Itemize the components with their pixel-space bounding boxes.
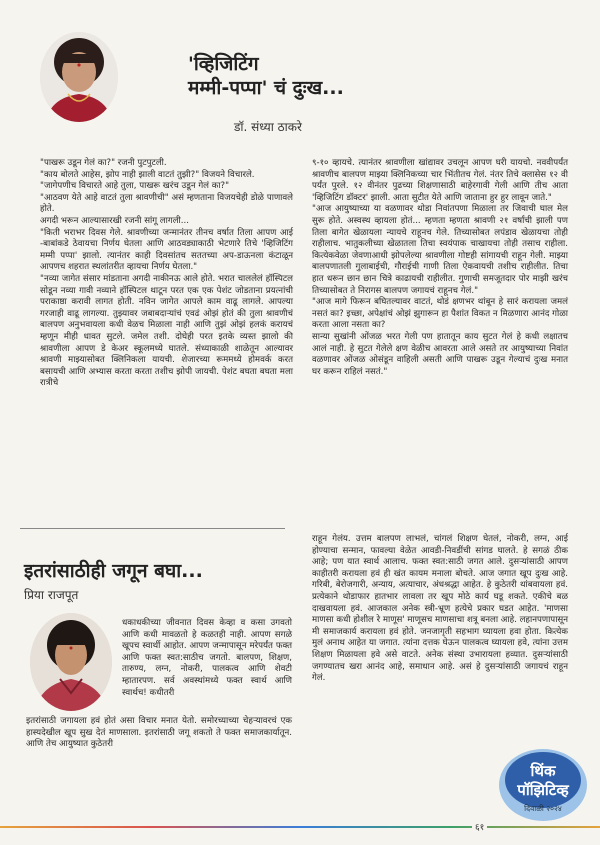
article2-title: इतरांसाठीही जगून बघा... [24,560,203,582]
article1-column1 [40,158,293,390]
article2-text-beside-photo: धकाधकीच्या जीवनात दिवस केव्हा व कसा उगवतो आणि कधी मावळतो हे कळतही नाही. आपण सगळे खूपच स्वार्थी आहोत. आपण जन्मापासून मरेपर्यंत फक्त आणि फक्त स्वत:साठीच जगतो. बालपण, शिक्षण, तारुण्य, लग्न, नोकरी, पालकत्व आणि शेवटी म्हातारपण. सर्व अवस्थांमध्ये फक्त स्वार्थ आणि स्वार्थच! कधीतरी [122,618,292,698]
paragraph: "काय बोलते आहेस, झोप नाही झाली वाटतं तुझी?" विजयने विचारले. [40,169,255,180]
article1-author: डॉ. संध्या ठाकरे [234,120,302,134]
logo-subtitle: दिवाळी २०२४ [524,804,562,813]
article1-title-line2: मम्मी-पप्पा' चं दुःख... [188,77,344,99]
paragraph: "नव्या जागेत संसार मांडताना अगदी नाकीनऊ आले होते. भरात चाललेलं हॉस्पिटल सोडून नव्या गावी नव्याने हॉस्पिटल थाटून परत एक एक पेशंट जोडताना प्रयत्नांची पराकाष्ठा करावी लागत होती. नविन जागेत आपले काम वाढू लागले. आपल्या गरजाही वाढू लागल्या. तुझ्यावर जबाबदाऱ्यांचं एवढं ओझं होतं की तुला श्रावणीचं बालपण अनुभवायला कधी वेळच मिळाला नाही आणि तुझं ओझं हलकं करायचं म्हणून मीही धावत सुटले. जमेल तशी. दोघेही परत इतके व्यस्त झालो की श्रावणीला आपण डे केअर स्कूलमध्ये घातले. संध्याकाळी शाळेतून आल्यावर श्रावणी माझ्यासोबत क्लिनिकला यायची. शेजारच्या रूममध्ये होमवर्क करत बसायची आणि अभ्यास करता करता तशीच झोपी जायची. पेशंट बघता बघता मला रात्रीचे [40,273,293,389]
article1-title-line1: 'व्हिजिटिंग [188,53,259,75]
section-divider [20,528,285,529]
logo-line1: थिंक [530,762,556,780]
paragraph: ९-१० व्हायचे. त्यानंतर श्रावणीला खांद्यावर उचलून आपण घरी यायचो. नववीपर्यंत श्रावणीच बालपण माझ्या क्लिनिकच्या चार भिंतीतच गेलं. नंतर तिचे क्लासेस १२ वी पर्यंत पुरले. १२ वीनंतर पुढच्या शिक्षणासाठी बाहेरगावी गेली आणि तीच आता 'व्हिजिटिंग डॉक्टर' झाली. आता सुटीत येते आणि जाताना हुर हुर लावून जाते." [312,158,568,203]
paragraph: "पाखरू उडून गेलं का?" रजनी पुटपुटली. [40,158,167,168]
article2-author: प्रिया राजपूत [24,588,79,602]
paragraph: "आज मागे फिरून बघितल्यावर वाटतं, थोडं क्षणभर थांबून हे सारं करायला जमलं नसतं का? इच्छा, अपेक्षांचं ओझं झुगारून हा पैशांत विकत न मिळणारा आनंद गोळा करता आला नसता का? [312,297,568,331]
logo-line2: पॉझिटिव्ह [517,781,569,799]
paragraph: "आज आयुष्याच्या या वळणावर थोडा निवांतपणा मिळाला तर जिवाची घाल मेल सुरू होते. अस्वस्थ व्हायला होतं... म्हणता म्हणता श्रावणी २१ वर्षांची झाली पण तिला बागेत खेळायला न्यायचे राहूनच गेले. तिच्यासोबत लपंडाव खेळायचा तोही राहीलाच. भातुकलीच्या खेळातला तिचा स्वयंपाक चाखायचा तोही तसाच राहीला. कित्येकवेळा जेवणाआधी झोपलेल्या श्रावणीला गोष्टही सांगायची राहून गेली. माझ्या बालपणातली गुलाबाईची, गौराईची गाणी तिला ऐकवायची तशीच राहीलीत. तिचा हात धरून छान छान चित्रे काढायची राहीलीत. गुणाची समजूतदार पोर माझी खरंच तिच्यासोबत ते निरागस बालपण जगायचं राहूनच गेलं." [312,204,568,296]
article1-column2 [312,158,568,378]
article1-title [188,52,344,100]
article2-text-below-photo: इतरांसाठी जगायला हवं होतं असा विचार मनात येतो. समोरच्याच्या चेहऱ्यावरचं एक हास्यदेखील खूप सुख देतं माणसाला. इतरांसाठी जगू शकतो ते फक्त समाजकार्यातून. आणि तेच आयुष्यात कुठेतरी [26,716,292,750]
article2-column2: राहून गेलंय. उत्तम बालपण लाभलं, चांगलं शिक्षण घेतलं, नोकरी, लग्न, आई होण्याचा सन्मान, फावल्या वेळेत आवडी-निवडींची सांगड घालते. हे सगळं ठीक आहे; पण यात स्वार्थ आलाच. फक्त स्वत:साठी जगत आले. दुसऱ्यांसाठी आपण काहीतरी करायला हवं ही खंत कायम मनाला बोचते. आज जगात खूप दुःख आहे. गरिबी, बेरोजगारी, अन्याय, अत्याचार, अंधश्रद्धा आहेत. हे कुठेतरी थांबवायला हवं. प्रत्येकाने थोडाफार हातभार लावला तर खूप मोठे कार्य घडू शकते. एकीचे बळ दाखवायला हवं. आजकाल अनेक स्त्री-भ्रूण हत्येचे प्रकार घडत आहेत. 'माणसा माणसा कधी होशील रे माणूस' माणूसच माणसाचा शत्रू बनला आहे. लहानपणापासून मी समाजकार्य करायला हवं होते. जनजागृती सहभाग घ्यायला हवा होता. कित्येक मुलं अनाथ आहेत या जगात. त्यांना दत्तक घेऊन पालकत्व घ्यायला हवे, त्यांना उत्तम शिक्षण मिळायला हवे असे वाटते. अनेक संस्था उभारायला हव्यात. दुसऱ्यांसाठी जगण्यातच खरा आनंद आहे, समाधान आहे. असं हे दुसऱ्यांसाठी जगायचं राहून गेलं. [312,534,568,684]
paragraph: अगदी भरून आल्यासारखी रजनी सांगू लागली... [40,215,189,226]
page-number: ६१ [472,820,487,833]
think-positive-logo [497,747,589,823]
author-photo-priya-rajput [30,613,112,711]
paragraph: "जागेपणीच विचारते आहे तुला, पाखरू खरंच उडून गेलं का?" [40,181,230,192]
paragraph: "किती भराभर दिवस गेले. श्रावणीच्या जन्मानंतर तीनच वर्षात तिला आपण आई -बाबांकडे ठेवायचा निर्णय घेतला आणि आठवड्याकाठी भेटणारे तिचे 'व्हिजिटिंग मम्मी पप्पा' झालो. त्यानंतर काही दिवसांतच सततच्या अप-डाऊनला कंटाळून आपणच शहरात स्थलांतरीत व्हायचा निर्णय घेतला." [40,227,293,273]
paragraph: "आठवण येते आहे वाटतं तुला श्रावणीची" असं म्हणताना विजयचेही डोळे पाणावले होते. [40,192,293,215]
author-photo-sandhya-thakare [40,32,118,122]
paragraph: सान्या सुखांनी ओंजळ भरत गेली पण हातातून काय सुटत गेलं हे कधी लक्षातच आलं नाही. हे सुटत गेलेले क्षण वेळीच आवरता आले असते तर आयुष्याच्या निवांत वळणावर ओंजळ ओसंडून वाहिली असती आणि पाखरू उडून गेल्याचं दुःख मनात घर करून राहिलं नसतं." [312,331,568,377]
footer-color-stripe [0,826,600,828]
